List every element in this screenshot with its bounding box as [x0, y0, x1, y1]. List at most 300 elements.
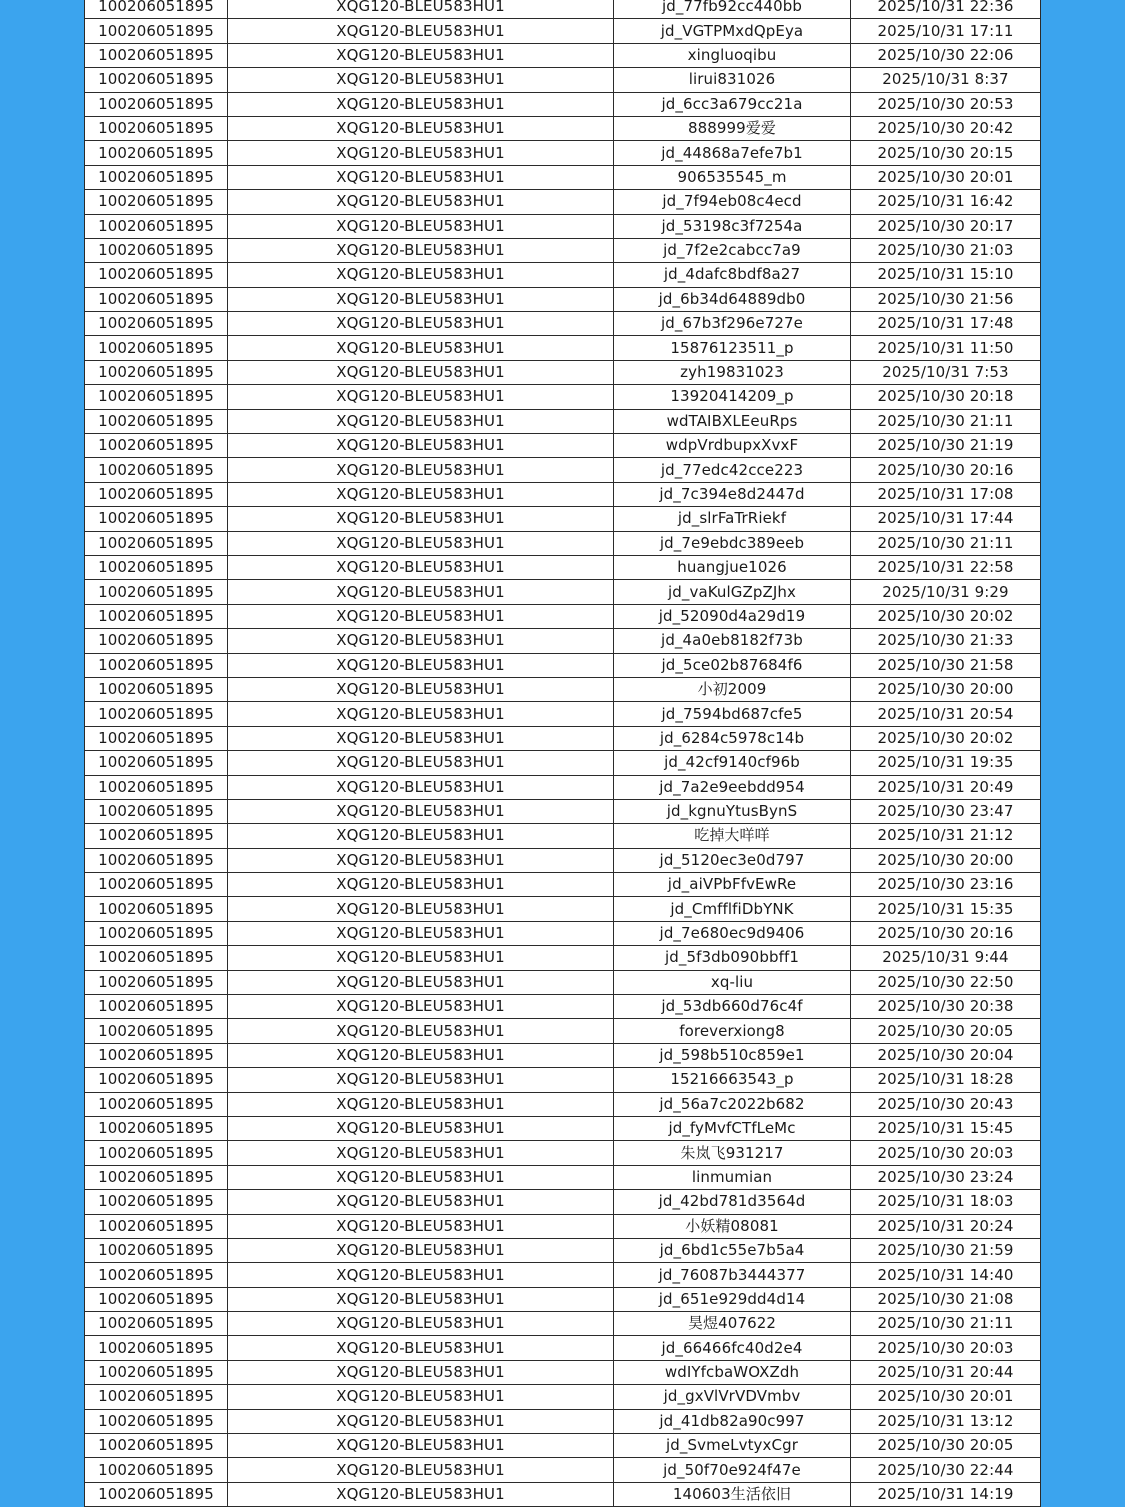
- model-cell: XQG120-BLEU583HU1: [228, 1482, 614, 1506]
- sku-cell: 100206051895: [85, 190, 228, 214]
- datetime-cell: 2025/10/31 17:08: [851, 482, 1041, 506]
- model-cell: XQG120-BLEU583HU1: [228, 92, 614, 116]
- user-id-cell: jd_5ce02b87684f6: [614, 653, 851, 677]
- user-id-cell: jd_66466fc40d2e4: [614, 1336, 851, 1360]
- datetime-cell: 2025/10/30 20:02: [851, 604, 1041, 628]
- sku-cell: 100206051895: [85, 873, 228, 897]
- model-cell: XQG120-BLEU583HU1: [228, 1434, 614, 1458]
- datetime-cell: 2025/10/30 20:04: [851, 1043, 1041, 1067]
- model-cell: XQG120-BLEU583HU1: [228, 190, 614, 214]
- datetime-cell: 2025/10/31 8:37: [851, 68, 1041, 92]
- user-id-cell: jd_52090d4a29d19: [614, 604, 851, 628]
- model-cell: XQG120-BLEU583HU1: [228, 1043, 614, 1067]
- user-id-cell: 888999爱爱: [614, 116, 851, 140]
- sku-cell: 100206051895: [85, 1312, 228, 1336]
- model-cell: XQG120-BLEU583HU1: [228, 873, 614, 897]
- table-row: [85, 946, 1041, 970]
- model-cell: XQG120-BLEU583HU1: [228, 1312, 614, 1336]
- user-id-cell: jd_fyMvfCTfLeMc: [614, 1116, 851, 1140]
- user-id-cell: jd_77fb92cc440bb: [614, 0, 851, 19]
- model-cell: XQG120-BLEU583HU1: [228, 702, 614, 726]
- user-id-cell: jd_6284c5978c14b: [614, 726, 851, 750]
- user-id-cell: jd_56a7c2022b682: [614, 1092, 851, 1116]
- user-id-cell: jd_6cc3a679cc21a: [614, 92, 851, 116]
- table-row: [85, 458, 1041, 482]
- table-row: [85, 190, 1041, 214]
- table-row: [85, 897, 1041, 921]
- datetime-cell: 2025/10/30 21:11: [851, 409, 1041, 433]
- user-id-cell: xq-liu: [614, 970, 851, 994]
- table-row: [85, 1409, 1041, 1433]
- table-row: [85, 409, 1041, 433]
- sku-cell: 100206051895: [85, 482, 228, 506]
- sku-cell: 100206051895: [85, 238, 228, 262]
- model-cell: XQG120-BLEU583HU1: [228, 751, 614, 775]
- datetime-cell: 2025/10/31 20:49: [851, 775, 1041, 799]
- user-id-cell: jd_7f94eb08c4ecd: [614, 190, 851, 214]
- user-id-cell: jd_7c394e8d2447d: [614, 482, 851, 506]
- table-row: [85, 1434, 1041, 1458]
- user-id-cell: jd_41db82a90c997: [614, 1409, 851, 1433]
- user-id-cell: 朱岚飞931217: [614, 1141, 851, 1165]
- table-row: [85, 995, 1041, 1019]
- model-cell: XQG120-BLEU583HU1: [228, 68, 614, 92]
- user-id-cell: jd_kgnuYtusBynS: [614, 799, 851, 823]
- sku-cell: 100206051895: [85, 1019, 228, 1043]
- sku-cell: 100206051895: [85, 0, 228, 19]
- model-cell: XQG120-BLEU583HU1: [228, 507, 614, 531]
- datetime-cell: 2025/10/30 22:06: [851, 43, 1041, 67]
- table-row: [85, 92, 1041, 116]
- table-row: [85, 921, 1041, 945]
- table-row: [85, 360, 1041, 384]
- user-id-cell: lirui831026: [614, 68, 851, 92]
- table-row: [85, 873, 1041, 897]
- user-id-cell: 15216663543_p: [614, 1068, 851, 1092]
- datetime-cell: 2025/10/30 23:47: [851, 799, 1041, 823]
- datetime-cell: 2025/10/31 22:58: [851, 555, 1041, 579]
- datetime-cell: 2025/10/30 20:18: [851, 385, 1041, 409]
- model-cell: XQG120-BLEU583HU1: [228, 1068, 614, 1092]
- user-id-cell: jd_44868a7efe7b1: [614, 141, 851, 165]
- sku-cell: 100206051895: [85, 312, 228, 336]
- sku-cell: 100206051895: [85, 1482, 228, 1506]
- sku-cell: 100206051895: [85, 946, 228, 970]
- user-id-cell: jd_7e680ec9d9406: [614, 921, 851, 945]
- table-row: [85, 1092, 1041, 1116]
- table-row: [85, 751, 1041, 775]
- user-id-cell: jd_651e929dd4d14: [614, 1287, 851, 1311]
- sku-cell: 100206051895: [85, 287, 228, 311]
- model-cell: XQG120-BLEU583HU1: [228, 263, 614, 287]
- model-cell: XQG120-BLEU583HU1: [228, 1238, 614, 1262]
- user-id-cell: 昊煜407622: [614, 1312, 851, 1336]
- table-row: [85, 1385, 1041, 1409]
- table-row: [85, 385, 1041, 409]
- datetime-cell: 2025/10/31 9:29: [851, 580, 1041, 604]
- table-row: [85, 1482, 1041, 1506]
- sku-cell: 100206051895: [85, 653, 228, 677]
- table-row: [85, 1043, 1041, 1067]
- datetime-cell: 2025/10/30 20:17: [851, 214, 1041, 238]
- model-cell: XQG120-BLEU583HU1: [228, 287, 614, 311]
- table-row: [85, 1019, 1041, 1043]
- user-id-cell: 906535545_m: [614, 165, 851, 189]
- table-row: [85, 287, 1041, 311]
- table-row: [85, 726, 1041, 750]
- datetime-cell: 2025/10/31 17:11: [851, 19, 1041, 43]
- user-id-cell: jd_4dafc8bdf8a27: [614, 263, 851, 287]
- sku-cell: 100206051895: [85, 165, 228, 189]
- datetime-cell: 2025/10/31 9:44: [851, 946, 1041, 970]
- datetime-cell: 2025/10/30 20:15: [851, 141, 1041, 165]
- sku-cell: 100206051895: [85, 970, 228, 994]
- table-row: [85, 43, 1041, 67]
- user-id-cell: jd_CmfflfiDbYNK: [614, 897, 851, 921]
- model-cell: XQG120-BLEU583HU1: [228, 360, 614, 384]
- datetime-cell: 2025/10/31 22:36: [851, 0, 1041, 19]
- table-row: [85, 19, 1041, 43]
- sku-cell: 100206051895: [85, 921, 228, 945]
- user-id-cell: jd_5120ec3e0d797: [614, 848, 851, 872]
- model-cell: XQG120-BLEU583HU1: [228, 1019, 614, 1043]
- datetime-cell: 2025/10/31 20:24: [851, 1214, 1041, 1238]
- sku-cell: 100206051895: [85, 702, 228, 726]
- user-id-cell: foreverxiong8: [614, 1019, 851, 1043]
- table-row: [85, 1287, 1041, 1311]
- user-id-cell: 吃掉大咩咩: [614, 824, 851, 848]
- sku-cell: 100206051895: [85, 1434, 228, 1458]
- datetime-cell: 2025/10/30 20:05: [851, 1434, 1041, 1458]
- user-id-cell: jd_7e9ebdc389eeb: [614, 531, 851, 555]
- datetime-cell: 2025/10/31 14:19: [851, 1482, 1041, 1506]
- user-id-cell: jd_76087b3444377: [614, 1263, 851, 1287]
- sku-cell: 100206051895: [85, 677, 228, 701]
- datetime-cell: 2025/10/30 20:00: [851, 677, 1041, 701]
- sku-cell: 100206051895: [85, 1190, 228, 1214]
- user-id-cell: jd_42bd781d3564d: [614, 1190, 851, 1214]
- sku-cell: 100206051895: [85, 629, 228, 653]
- user-id-cell: jd_VGTPMxdQpEya: [614, 19, 851, 43]
- user-id-cell: jd_42cf9140cf96b: [614, 751, 851, 775]
- model-cell: XQG120-BLEU583HU1: [228, 629, 614, 653]
- model-cell: XQG120-BLEU583HU1: [228, 141, 614, 165]
- model-cell: XQG120-BLEU583HU1: [228, 1287, 614, 1311]
- table-row: [85, 507, 1041, 531]
- table-row: [85, 1165, 1041, 1189]
- table-row: [85, 775, 1041, 799]
- datetime-cell: 2025/10/30 20:00: [851, 848, 1041, 872]
- model-cell: XQG120-BLEU583HU1: [228, 1165, 614, 1189]
- user-id-cell: 140603生活依旧: [614, 1482, 851, 1506]
- user-id-cell: jd_67b3f296e727e: [614, 312, 851, 336]
- model-cell: XQG120-BLEU583HU1: [228, 604, 614, 628]
- datetime-cell: 2025/10/30 21:11: [851, 1312, 1041, 1336]
- sku-cell: 100206051895: [85, 775, 228, 799]
- table-row: [85, 970, 1041, 994]
- datetime-cell: 2025/10/30 20:16: [851, 458, 1041, 482]
- model-cell: XQG120-BLEU583HU1: [228, 970, 614, 994]
- model-cell: XQG120-BLEU583HU1: [228, 1385, 614, 1409]
- model-cell: XQG120-BLEU583HU1: [228, 1409, 614, 1433]
- table-row: [85, 482, 1041, 506]
- user-id-cell: jd_53db660d76c4f: [614, 995, 851, 1019]
- sku-cell: 100206051895: [85, 531, 228, 555]
- sku-cell: 100206051895: [85, 263, 228, 287]
- user-id-cell: huangjue1026: [614, 555, 851, 579]
- table-row: [85, 1336, 1041, 1360]
- model-cell: XQG120-BLEU583HU1: [228, 1458, 614, 1482]
- sku-cell: 100206051895: [85, 68, 228, 92]
- table-row: [85, 68, 1041, 92]
- datetime-cell: 2025/10/30 20:03: [851, 1336, 1041, 1360]
- table-row: [85, 434, 1041, 458]
- table-row: [85, 1141, 1041, 1165]
- sku-cell: 100206051895: [85, 1385, 228, 1409]
- model-cell: XQG120-BLEU583HU1: [228, 214, 614, 238]
- table-row: [85, 1263, 1041, 1287]
- sku-cell: 100206051895: [85, 799, 228, 823]
- user-id-cell: wdTAIBXLEeuRps: [614, 409, 851, 433]
- table-row: [85, 312, 1041, 336]
- user-id-cell: jd_6bd1c55e7b5a4: [614, 1238, 851, 1262]
- table-row: [85, 799, 1041, 823]
- datetime-cell: 2025/10/31 17:44: [851, 507, 1041, 531]
- sku-cell: 100206051895: [85, 1092, 228, 1116]
- table-row: [85, 629, 1041, 653]
- table-row: [85, 1312, 1041, 1336]
- datetime-cell: 2025/10/30 22:50: [851, 970, 1041, 994]
- user-id-cell: jd_53198c3f7254a: [614, 214, 851, 238]
- sku-cell: 100206051895: [85, 1336, 228, 1360]
- datetime-cell: 2025/10/30 20:05: [851, 1019, 1041, 1043]
- table-row: [85, 1068, 1041, 1092]
- user-id-cell: jd_7a2e9eebdd954: [614, 775, 851, 799]
- table-row: [85, 1214, 1041, 1238]
- datetime-cell: 2025/10/31 15:45: [851, 1116, 1041, 1140]
- user-id-cell: jd_77edc42cce223: [614, 458, 851, 482]
- datetime-cell: 2025/10/31 18:28: [851, 1068, 1041, 1092]
- sku-cell: 100206051895: [85, 458, 228, 482]
- model-cell: XQG120-BLEU583HU1: [228, 677, 614, 701]
- user-id-cell: jd_598b510c859e1: [614, 1043, 851, 1067]
- datetime-cell: 2025/10/30 23:24: [851, 1165, 1041, 1189]
- sku-cell: 100206051895: [85, 1116, 228, 1140]
- user-id-cell: 15876123511_p: [614, 336, 851, 360]
- datetime-cell: 2025/10/30 23:16: [851, 873, 1041, 897]
- sku-cell: 100206051895: [85, 604, 228, 628]
- table-row: [85, 1360, 1041, 1384]
- user-id-cell: jd_vaKulGZpZJhx: [614, 580, 851, 604]
- datetime-cell: 2025/10/30 21:08: [851, 1287, 1041, 1311]
- user-id-cell: jd_gxVlVrVDVmbv: [614, 1385, 851, 1409]
- user-id-cell: 小初2009: [614, 677, 851, 701]
- model-cell: XQG120-BLEU583HU1: [228, 312, 614, 336]
- sku-cell: 100206051895: [85, 824, 228, 848]
- table-row: [85, 531, 1041, 555]
- user-id-cell: jd_50f70e924f47e: [614, 1458, 851, 1482]
- table-row: [85, 336, 1041, 360]
- user-id-cell: wdIYfcbaWOXZdh: [614, 1360, 851, 1384]
- datetime-cell: 2025/10/31 21:12: [851, 824, 1041, 848]
- sku-cell: 100206051895: [85, 92, 228, 116]
- table-row: [85, 0, 1041, 19]
- model-cell: XQG120-BLEU583HU1: [228, 1141, 614, 1165]
- table-row: [85, 848, 1041, 872]
- datetime-cell: 2025/10/30 20:02: [851, 726, 1041, 750]
- sku-cell: 100206051895: [85, 848, 228, 872]
- sku-cell: 100206051895: [85, 507, 228, 531]
- datetime-cell: 2025/10/30 21:58: [851, 653, 1041, 677]
- datetime-cell: 2025/10/31 11:50: [851, 336, 1041, 360]
- sku-cell: 100206051895: [85, 897, 228, 921]
- model-cell: XQG120-BLEU583HU1: [228, 531, 614, 555]
- datetime-cell: 2025/10/30 21:11: [851, 531, 1041, 555]
- sku-cell: 100206051895: [85, 1458, 228, 1482]
- datetime-cell: 2025/10/30 20:01: [851, 165, 1041, 189]
- user-id-cell: xingluoqibu: [614, 43, 851, 67]
- model-cell: XQG120-BLEU583HU1: [228, 19, 614, 43]
- sku-cell: 100206051895: [85, 1165, 228, 1189]
- sku-cell: 100206051895: [85, 1287, 228, 1311]
- table-row: [85, 702, 1041, 726]
- model-cell: XQG120-BLEU583HU1: [228, 799, 614, 823]
- table-row: [85, 1116, 1041, 1140]
- user-id-cell: jd_slrFaTrRiekf: [614, 507, 851, 531]
- sku-cell: 100206051895: [85, 1263, 228, 1287]
- datetime-cell: 2025/10/30 20:16: [851, 921, 1041, 945]
- sku-cell: 100206051895: [85, 214, 228, 238]
- model-cell: XQG120-BLEU583HU1: [228, 1190, 614, 1214]
- datetime-cell: 2025/10/30 21:19: [851, 434, 1041, 458]
- sku-cell: 100206051895: [85, 995, 228, 1019]
- sku-cell: 100206051895: [85, 1141, 228, 1165]
- sku-cell: 100206051895: [85, 751, 228, 775]
- sku-cell: 100206051895: [85, 1409, 228, 1433]
- user-id-cell: jd_6b34d64889db0: [614, 287, 851, 311]
- model-cell: XQG120-BLEU583HU1: [228, 848, 614, 872]
- datetime-cell: 2025/10/31 18:03: [851, 1190, 1041, 1214]
- user-id-cell: jd_7f2e2cabcc7a9: [614, 238, 851, 262]
- table-row: [85, 165, 1041, 189]
- model-cell: XQG120-BLEU583HU1: [228, 824, 614, 848]
- sku-cell: 100206051895: [85, 1214, 228, 1238]
- model-cell: XQG120-BLEU583HU1: [228, 946, 614, 970]
- model-cell: XQG120-BLEU583HU1: [228, 1360, 614, 1384]
- sku-cell: 100206051895: [85, 360, 228, 384]
- model-cell: XQG120-BLEU583HU1: [228, 580, 614, 604]
- model-cell: XQG120-BLEU583HU1: [228, 238, 614, 262]
- sku-cell: 100206051895: [85, 1360, 228, 1384]
- user-id-cell: jd_SvmeLvtyxCgr: [614, 1434, 851, 1458]
- model-cell: XQG120-BLEU583HU1: [228, 165, 614, 189]
- sku-cell: 100206051895: [85, 1238, 228, 1262]
- table-row: [85, 653, 1041, 677]
- sku-cell: 100206051895: [85, 726, 228, 750]
- datetime-cell: 2025/10/30 21:59: [851, 1238, 1041, 1262]
- datetime-cell: 2025/10/31 17:48: [851, 312, 1041, 336]
- datetime-cell: 2025/10/30 20:43: [851, 1092, 1041, 1116]
- model-cell: XQG120-BLEU583HU1: [228, 726, 614, 750]
- sku-cell: 100206051895: [85, 336, 228, 360]
- user-id-cell: wdpVrdbupxXvxF: [614, 434, 851, 458]
- model-cell: XQG120-BLEU583HU1: [228, 1263, 614, 1287]
- sku-cell: 100206051895: [85, 43, 228, 67]
- model-cell: XQG120-BLEU583HU1: [228, 1336, 614, 1360]
- model-cell: XQG120-BLEU583HU1: [228, 458, 614, 482]
- user-id-cell: linmumian: [614, 1165, 851, 1189]
- sku-cell: 100206051895: [85, 1068, 228, 1092]
- table-row: [85, 116, 1041, 140]
- user-id-cell: 小妖精08081: [614, 1214, 851, 1238]
- model-cell: XQG120-BLEU583HU1: [228, 1092, 614, 1116]
- table-row: [85, 604, 1041, 628]
- sku-cell: 100206051895: [85, 141, 228, 165]
- datetime-cell: 2025/10/30 20:42: [851, 116, 1041, 140]
- datetime-cell: 2025/10/31 20:44: [851, 1360, 1041, 1384]
- table-row: [85, 238, 1041, 262]
- model-cell: XQG120-BLEU583HU1: [228, 897, 614, 921]
- model-cell: XQG120-BLEU583HU1: [228, 1214, 614, 1238]
- user-id-cell: jd_4a0eb8182f73b: [614, 629, 851, 653]
- datetime-cell: 2025/10/31 19:35: [851, 751, 1041, 775]
- model-cell: XQG120-BLEU583HU1: [228, 482, 614, 506]
- datetime-cell: 2025/10/30 20:53: [851, 92, 1041, 116]
- model-cell: XQG120-BLEU583HU1: [228, 434, 614, 458]
- datetime-cell: 2025/10/30 21:03: [851, 238, 1041, 262]
- user-id-cell: jd_aiVPbFfvEwRe: [614, 873, 851, 897]
- model-cell: XQG120-BLEU583HU1: [228, 0, 614, 19]
- data-table: [84, 0, 1041, 1507]
- datetime-cell: 2025/10/31 7:53: [851, 360, 1041, 384]
- model-cell: XQG120-BLEU583HU1: [228, 116, 614, 140]
- sku-cell: 100206051895: [85, 1043, 228, 1067]
- model-cell: XQG120-BLEU583HU1: [228, 921, 614, 945]
- user-id-cell: zyh19831023: [614, 360, 851, 384]
- sku-cell: 100206051895: [85, 434, 228, 458]
- sku-cell: 100206051895: [85, 555, 228, 579]
- user-id-cell: jd_7594bd687cfe5: [614, 702, 851, 726]
- datetime-cell: 2025/10/31 16:42: [851, 190, 1041, 214]
- table-row: [85, 1238, 1041, 1262]
- table-row: [85, 677, 1041, 701]
- table-row: [85, 824, 1041, 848]
- spreadsheet-page: [84, 0, 1040, 1507]
- model-cell: XQG120-BLEU583HU1: [228, 995, 614, 1019]
- datetime-cell: 2025/10/31 15:35: [851, 897, 1041, 921]
- model-cell: XQG120-BLEU583HU1: [228, 653, 614, 677]
- sku-cell: 100206051895: [85, 409, 228, 433]
- datetime-cell: 2025/10/31 20:54: [851, 702, 1041, 726]
- sku-cell: 100206051895: [85, 580, 228, 604]
- sku-cell: 100206051895: [85, 116, 228, 140]
- table-row: [85, 141, 1041, 165]
- datetime-cell: 2025/10/31 14:40: [851, 1263, 1041, 1287]
- table-row: [85, 214, 1041, 238]
- model-cell: XQG120-BLEU583HU1: [228, 43, 614, 67]
- table-row: [85, 263, 1041, 287]
- model-cell: XQG120-BLEU583HU1: [228, 385, 614, 409]
- datetime-cell: 2025/10/30 20:01: [851, 1385, 1041, 1409]
- table-row: [85, 1190, 1041, 1214]
- sku-cell: 100206051895: [85, 385, 228, 409]
- table-row: [85, 1458, 1041, 1482]
- model-cell: XQG120-BLEU583HU1: [228, 1116, 614, 1140]
- user-id-cell: jd_5f3db090bbff1: [614, 946, 851, 970]
- datetime-cell: 2025/10/30 21:56: [851, 287, 1041, 311]
- model-cell: XQG120-BLEU583HU1: [228, 775, 614, 799]
- table-row: [85, 555, 1041, 579]
